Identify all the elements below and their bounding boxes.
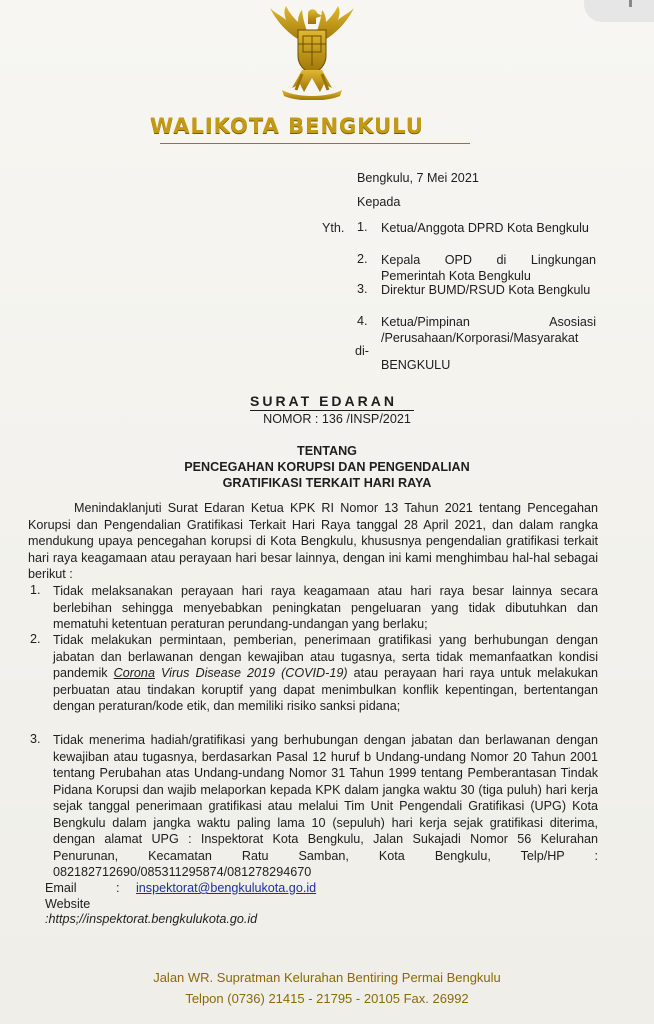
item-number: 2. bbox=[30, 632, 41, 646]
item-text: Tidak melakukan permintaan, pemberian, penerimaan gratifikasi yang berhubungan dengan jabatan dan berlawanan dengan kewajiban atau tugasnya, serta tidak memanfaatkan kondisi pandemik bbox=[53, 633, 598, 680]
recipient-number: 4. bbox=[357, 314, 368, 328]
date-place: Bengkulu, 7 Mei 2021 bbox=[357, 171, 479, 185]
city-label: BENGKULU bbox=[381, 358, 451, 372]
email-label: Email bbox=[45, 881, 77, 895]
item-number: 1. bbox=[30, 583, 41, 597]
letterhead-title: WALIKOTA BENGKULU bbox=[150, 114, 424, 138]
list-item: Tidak menerima hadiah/gratifikasi yang berhubungan dengan jabatan dan berlawanan dengan kewajiban atau tugasnya, berdasarkan Pasal 12 huruf b Undang-undang Nomor 20 Tahun 2001 tentang Perubahan atas Undang-undang Nomor 31 Tahun 1999 tentang Pemberantasan Tindak Pidana Korupsi dan wajib melaporkan kepada KPK dalam jangka waktu 30 (tiga puluh) hari kerja sejak tanggal penerimaan gratifikasi atau melalui Tim Unit Pengendali Gratifikasi (UPG) Kota Bengkulu dalam jangka waktu paling lama 10 (sepuluh) hari kerja sejak gratifikasi diterima, dengan alamat UPG : Inspektorat Kota Bengkulu, Jalan Sukajadi Nomor 56 Kelurahan Penurunan, Kecamatan Ratu Samban, Kota Bengkulu, Telp/HP : 082182712690/085311295874/081278294670 bbox=[53, 733, 598, 879]
subject-line: PENCEGAHAN KORUPSI DAN PENGENDALIAN bbox=[184, 460, 470, 474]
kepada-label: Kepada bbox=[357, 195, 401, 209]
intro-paragraph: Menindaklanjuti Surat Edaran Ketua KPK RI Nomor 13 Tahun 2021 tentang Pencegahan Korupsi dan Pengendalian Gratifikasi Terkait Hari Raya tanggal 28 April 2021, dan dalam rangka mendukung upaya pencegahan korupsi di Kota Bengkulu, khususnya pengendalian gratifikasi terkait hari raya keagamaan atau perayaan hari besar lainnya, dengan ini kami menghimbau hal-hal sebagai berikut : bbox=[28, 501, 598, 581]
footer-address: Jalan WR. Supratman Kelurahan Bentiring Permai Bengkulu bbox=[153, 970, 501, 985]
circular-title: SURAT EDARAN bbox=[250, 393, 430, 409]
circular-number: NOMOR : 136 /INSP/2021 bbox=[263, 412, 411, 426]
list-item: Tidak melaksanakan perayaan hari raya keagamaan atau hari raya besar lainnya secara berlebihan sehingga menyebabkan peningkatan pengeluaran yang tidak dibutuhkan dan mematuhi ketentuan peraturan perundang-undangan yang berlaku; bbox=[53, 584, 598, 631]
page-corner-tab bbox=[584, 0, 654, 22]
recipient-item: Kepala OPD di Lingkungan Pemerintah Kota Bengkulu bbox=[381, 253, 596, 284]
recipient-number: 2. bbox=[357, 252, 368, 266]
recipient-number: 3. bbox=[357, 282, 368, 296]
letterhead-rule bbox=[160, 143, 470, 144]
recipient-item: Ketua/Pimpinan Asosiasi /Perusahaan/Korporasi/Masyarakat bbox=[381, 315, 596, 346]
list-item bbox=[53, 632, 598, 715]
email-colon: : bbox=[116, 881, 120, 895]
email-link[interactable]: inspektorat@bengkulukota.go.id bbox=[136, 881, 317, 895]
yth-label: Yth. bbox=[322, 221, 345, 235]
item-text: atau perayaan hari raya untuk melakukan perbuatan atau tindakan koruptif yang dapat menimbulkan konflik kepentingan, bertentangan dengan peraturan/kode etik, dan memiliki risiko sanksi pidana; bbox=[53, 666, 598, 713]
recipient-number: 1. bbox=[357, 220, 368, 234]
item-number: 3. bbox=[30, 732, 41, 746]
subject-line: GRATIFIKASI TERKAIT HARI RAYA bbox=[222, 476, 432, 490]
website-value: :https;//inspektorat.bengkulukota.go.id bbox=[45, 912, 258, 926]
recipient-item: Ketua/Anggota DPRD Kota Bengkulu bbox=[381, 221, 589, 235]
recipient-item: Direktur BUMD/RSUD Kota Bengkulu bbox=[381, 283, 591, 297]
footer-phone: Telpon (0736) 21415 - 21795 - 20105 Fax. 26992 bbox=[185, 991, 469, 1006]
website-label: Website bbox=[45, 897, 91, 911]
garuda-emblem-icon bbox=[262, 4, 362, 100]
item-text-underlined: Corona bbox=[113, 666, 155, 680]
tentang-label: TENTANG bbox=[297, 444, 357, 458]
item-text-italic: Virus Disease 2019 (COVID-19) bbox=[154, 666, 348, 680]
di-label: di- bbox=[355, 344, 369, 358]
